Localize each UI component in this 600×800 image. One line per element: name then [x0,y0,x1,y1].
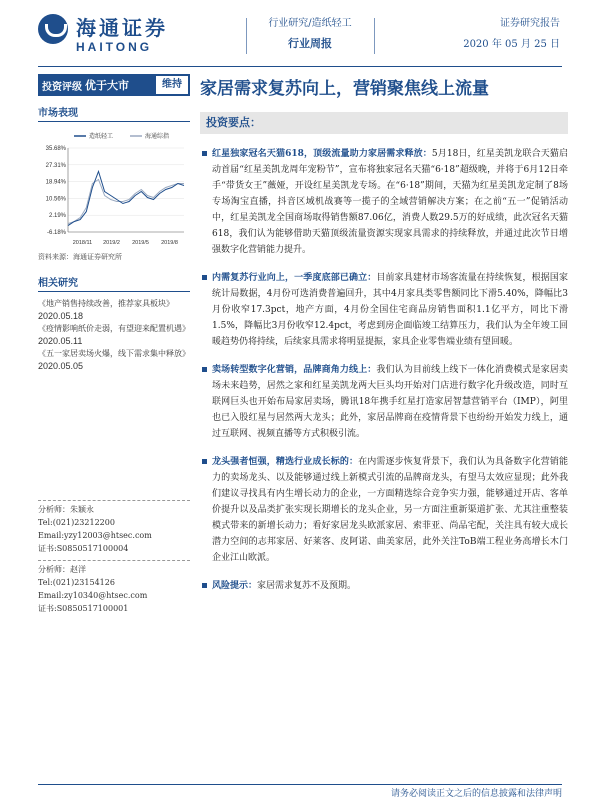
haitong-emblem-icon [38,14,68,44]
key-point-text: 在内需逐步恢复背景下，我们认为具备数字化营销能力的卖场龙头、以及能够通过线上新模式引流的品牌商龙头，有望马太效应显现；此外我们建议寻找具有内生增长动力的企业，一方面精选综合竞争实力强，能够通过开店、客单价提升以及品类扩张实现长期增长的龙头企业，另一方面注重新渠道扩张、尤其注重整装模式带来的新增长动力；看好家居龙头欧派家居、索菲亚、尚品宅配，关注具有较大成长潜力空间的志邦家居、好莱客、皮阿诺、曲美家居，此外关注ToB端工程业务高增长木门企业江山欧派。 [212,457,568,563]
footer-disclaimer: 请务必阅读正文之后的信息披露和法律声明 [390,789,562,799]
report-sector: 行业研究/造纸轻工 [268,18,352,29]
key-point-bullet [200,146,568,258]
key-point-lead: 卖场转型数字化营销，品牌商角力线上： [212,365,377,375]
key-point-bullet [200,454,568,566]
left-sidebar [38,104,190,373]
key-point-lead: 红星独家冠名天猫618，顶级流量助力家居需求释放： [212,149,432,159]
haitong-logo [38,12,188,58]
y-tick-label: 27.31% [45,162,66,169]
key-point-bullet [200,578,568,594]
key-points-panel [200,112,568,594]
analyst-card [38,500,190,555]
report-kind: 证券研究报告 [500,18,560,29]
x-tick-label: 2019/5 [132,240,149,246]
y-tick-label: 2.19% [48,213,66,220]
analyst-card [38,560,190,615]
report-type: 行业周报 [288,37,332,50]
analyst-name: 分析师：朱颖永 [38,505,94,514]
y-tick-label: 18.94% [45,179,66,186]
related-item-title[interactable]: 《地产销售持续改善，推荐家具板块》 [38,299,174,308]
chart-source: 资料来源：海通证券研究所 [38,253,122,261]
legend-entry: 造纸轻工 [89,133,114,140]
y-tick-label: 10.56% [45,196,66,203]
key-point-lead: 内需复苏行业向上，一季度底部已确立： [212,273,377,283]
related-item-title[interactable]: 《疫情影响纸价走弱，有望迎来配置机遇》 [38,324,190,333]
analyst-tel: Tel:(021)23212200 [38,518,115,527]
analyst-cert: 证书:S0850517100001 [38,604,129,613]
header-divider [374,18,375,54]
key-point-bullet [200,362,568,442]
x-tick-label: 2018/11 [72,240,93,246]
key-point-text: 5月18日，红星美凯龙联合天猫启动首届“红星美凯龙周年宠粉节”，宣布将独家冠名天猫“6·18”超级晚，并将于6月12日牵手“带货女王”薇娅，开设红星美凯龙专场。在“6·18”期间，天猫为红星美凯龙定制了8场专场淘宝直播，抖音区域机战赛等一揽子的全域营销解决方案；在之前“五一”促销活动中，红星美凯龙全国商场取得销售额87.06亿，消费人数29.5万的好成绩，此次冠名天猫618，我们认为能够借助天猫顶级流量资源实现家具需求的持续释放，并通过此次节日增强数字化营销能力提升。 [212,149,568,255]
key-point-text: 家居需求复苏不及预期。 [257,581,357,591]
related-list [38,298,190,371]
related-item-date: 2020.05.11 [38,336,83,346]
rating-bar [38,74,190,96]
x-tick-label: 2019/8 [161,240,178,246]
report-header [0,0,600,66]
analyst-cert: 证书:S0850517100004 [38,544,129,553]
related-item-date: 2020.05.18 [38,311,84,321]
related-item-title[interactable]: 《五一家居卖场火爆，线下需求集中释放》 [38,349,190,358]
related-item[interactable] [38,298,190,321]
related-item-date: 2020.05.05 [38,361,84,371]
report-category [250,14,370,51]
market-section-title: 市场表现 [38,104,190,122]
legend-entry: 海通综指 [145,133,170,140]
header-rule [38,66,562,67]
related-item[interactable] [38,323,190,346]
report-date: 2020 年 05 月 25 日 [463,39,560,50]
y-tick-label: 35.68% [45,146,66,152]
analyst-email[interactable]: Email:yzy12003@htsec.com [38,531,152,540]
x-tick-label: 2019/2 [103,240,120,246]
rating-keep: 维持 [156,76,188,94]
logo-chinese-name: 海通证券 [76,16,168,40]
key-point-bullet [200,270,568,350]
market-chart [38,128,190,248]
logo-english-name: HAITONG [76,40,153,54]
series-line [68,180,184,224]
header-divider [246,18,247,54]
analyst-email[interactable]: Email:zy10340@htsec.com [38,591,148,600]
related-item[interactable] [38,348,190,371]
key-point-lead: 风险提示： [212,581,258,591]
related-section-title: 相关研究 [38,274,190,292]
key-points-heading: 投资要点： [200,112,568,134]
analyst-tel: Tel:(021)23154126 [38,578,115,587]
page-title: 家居需求复苏向上，营销聚焦线上流量 [200,79,489,99]
analyst-separator [38,500,190,501]
rating-value: 优于大市 [85,79,129,92]
report-meta [463,14,560,50]
market-chart-svg [38,128,190,248]
rating-label: 投资评级 [42,81,82,93]
analyst-separator [38,560,190,561]
y-tick-label: -6.18% [46,230,66,236]
key-point-text: 我们认为目前线上线下一体化消费模式是家居卖场未来趋势，居然之家和红星美凯龙两大巨头均开始对门店进行数字化升级改造，同时互联网巨头也开始布局家居卖场，腾讯18年携手红星打造家居智慧营销平台（IMP），阿里也已入股红星与居然两大龙头；此外，家居品牌商在疫情背景下也纷纷开始发力线上，通过互联网、视频直播等方式积极引流。 [212,365,568,439]
key-point-text: 目前家具建材市场客流量在持续恢复，根据国家统计局数据，4月份可选消费普遍回升，其中4月家具类零售额同比下滑5.40%，降幅比3月份收窄17.3pct，地产方面，4月份全国住宅商品房销售面积1.1亿平方，同比下滑1.5%，降幅比3月份收窄12.4pct，考虑到房企面临竣工结算压力，我们认为全年竣工回暖趋势仍将持续，后续家具需求将明显提振，家具企业零售端业绩有望回暖。 [212,273,568,347]
footer-rule [38,784,562,785]
key-point-lead: 龙头强者恒强，精选行业成长标的： [212,457,359,467]
analyst-name: 分析师：赵洋 [38,565,86,574]
